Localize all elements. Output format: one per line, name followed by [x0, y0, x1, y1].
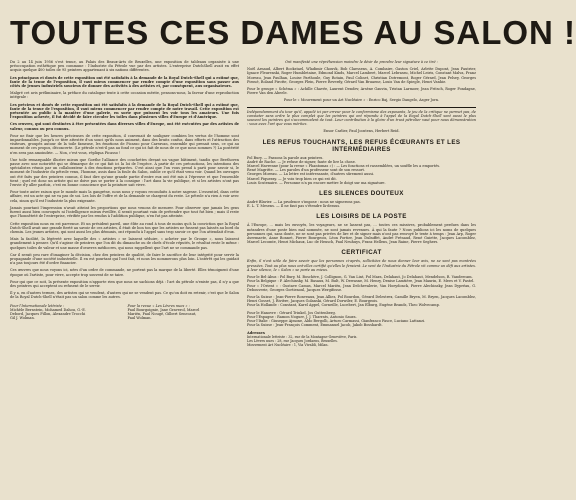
- paragraph: Jamais pourtant l'impression n'avait atteint les proportions que nous venons de mesurer. Pour observer que jamais les gens furent aussi bien convoqués ni l'intelligence mieux éveillée, il serait pourtant vain de prétendre que tout fut bien ; mais il reste que l'honnêteté de l'entreprise, vérifiée par les rendus à l'addition publique, n'en fut pas atteinte.: [10, 205, 239, 219]
- paragraph: Malgré cet avis préliminaire, la préface du catalogue tente à cette occasion mérite, pensons-nous, la faveur d'une reproduction intégrale :: [10, 91, 239, 100]
- quoted-preface: Les précieux et doués de cette exposition ont été satisfaits à la demande de la Royal Dutch-Shell qui a estimé que, faute de la tenue de l'exposition, il vaut mieux commencer par rendre compte de notre travail. Cette exposition est présentée au public à la manière d'une galerie, en sorte que puissent les voir tous les amateurs. Une fois l'exposition achevée, il fut décidé de faire circuler les toiles dans plusieurs villes d'Europe et d'Amérique.: [10, 102, 239, 120]
- section-heading-certificat: CERTIFICAT: [341, 249, 382, 257]
- section-heading-refus: LES REFUS TOUCHANTS, LES REFUS ÉCŒURANTS ET LES INTERMÉDIAIRES: [262, 138, 461, 153]
- paragraph: Ces œuvres que nous voyons ici, nées d'un ordre de commande, ne portent pas la marque de la liberté. Elles témoignent d'une époque où l'artiste, pour vivre, accepte trop souvent de se taire.: [10, 268, 239, 277]
- paragraph: Une toile remarquable illustre mieux que Goethe l'alliance des couchettes devant un vague bâtiment, tandis que Beethoven passe avec une notoriété qui se démarque de ce qui fait ici la loi de l'espèce. À partir de ces précautions, les intentions des spécialistes réunis par un collaborateur à des émotions préparées. C'est ainsi que l'on vous prend à parti pour savoir si, le moment de l'industrie du pétrole venu, l'homme, assis dans la foule du Salon, oublie ce qu'il était venu voir. Quand les ouvrages ont été faits par des peintres connus, il faut dire qu'une grande partie d'entre eux ont été mis à l'épreuve et que l'ensemble tient ; quel est donc un artiste qui ne doive pas se porter à la consigne : l'art dans la vie publique, et si les artistes n'ont pas l'envie d'y aller parfois, c'est en bonne conscience que la peinture sait vivre.: [10, 157, 239, 188]
- certificat-list: Pour le Bel-Abus : Pol Bury, M. Boschère, J. Collignon, G. Van Lint, Pol Mara, Delahaut, Jo Delahaut, Mendelson, R. Vandercam. Pour la Belgique : P. Alechinsky, M. Basaux, M. Bult, W. Dewasne, M. Henry, Denise Lamtière, Jean Maurin, E. Mees et V. Pastel. Pour « l'Orient » : Gustave Camus, Marcel Mariën, Jean Delchevalerie, Van Hoeydonck, Pierre Alechinsky, Jean Dypréau, G. Debouverie, Georges Gortienoul, Jacques Wergifosse.: [247, 275, 476, 292]
- page-title: TOUTES CES DAMES AU SALON !: [10, 14, 576, 51]
- poste-paragraph: À l'Europe, ... mais les envoyés, les voyageurs, ne se lassent pas, ... toutes ces missives, probablement perdues dans les méandres d'une poste bien mal nommée, ne sont jamais revenues. À qui la faute ? Nous publions ici les noms de quelques personnes qui, sans doute, ne se sont pas privées de lire et de signer mais n'ont pas renvoyé le texte à temps : Jean Arp, Roger Avermaete, Anne Bonnet, Pierre Bourgeois, Léon Fortier, Jean Dubuffet, André Frénaud, René Guiette, Jacques Lacomblez, Marcel Lecomte, Henri Michaux, Luc de Heusch, Paul Neuhuys, Franz Hellens, Jean Raine, Pierre Seghers.: [247, 223, 476, 245]
- signatory-line: Paul Wolman.: [127, 316, 152, 321]
- signature-group-lettriste: Pour l'Internationale lettriste :: [10, 303, 65, 308]
- certificat-paragraph: Enfin, il n'est utile de faire savoir que les personnes ci-après, sollicitées de nous donner leur avis, ne se sont pas montrées pressées. Tout au plus nous ont-elles certifié qu'elles le feraient. Le vent de l'Industrie du Pétrole vit comme un défi aux artistes. À leur silence, le « Salon » se porte au mieux.: [247, 259, 476, 272]
- signatory-line: Michèle Bernstein, Mohamed Dahou, G.-E.: [10, 307, 86, 312]
- addresses-block: [247, 331, 476, 347]
- right-column: [247, 60, 476, 347]
- paragraph: Pour ne finir que les heures précieuses de cette exposition, il convenait de souligner combien les vertus de l'homme sont impardonnables. Jusqu'à ce titre attestée d'un souci qu'ils nous animent, dans des bruits confus, dans efforts et l'attraction des visiteurs, groupés autour de la toile fameuse, les émotions de Picasso pour Carravan, ensemble qui prenait sens, ce qui au moment de ces propos, déconcerte. (Le pétrole n'est-il pas au fond ce qui ici fait de nous de ce que nous sommes ?) La postérité n'en sera pas amoindrie. — Non, c'est vous, répliqua Picasso !: [10, 133, 239, 155]
- signatory-line: Paul Bourgoignie, Jane Graverol, Marcel: [127, 307, 200, 312]
- certificat-list: Pour la Suisse : Jean-Pierre Ronveaux, Jean Alliez, Pol Bourdon, Gérard Delestrex, Camille Bryen, M. Bryen, Jacques Lacomblez, Henri Gosset, J. Rivière, Jacques Golanski, Gérard Dorwiler, E. Bourgeois. Pour la Hollande : Constant, Karel Appel, Corneille, Lucebert, Jan Elburg, Eugène Brands, Theo Wolvecamp.: [247, 294, 476, 308]
- two-column-body: [10, 60, 478, 347]
- left-column: [10, 60, 239, 347]
- paragraph: Indépendamment du tour qu'il, appelé ici par erreur pour le conformisme des exposants, le jeu de la critique ne permet pas, de constater sans ordre le plus complet que les peintres qui ont répondu à l'appel de la Royal Dutch-Shell sont aussi le plus souvent les peintres qui s'accommodent de tout. Leur contribution à la gloire d'un trust pétrolier vaut pour nous démonstration : vous avez l'art que vous méritez.: [247, 109, 476, 127]
- signature-group-levres-nues: Pour la revue « Les Lèvres nues » :: [127, 303, 190, 308]
- refus-list: Pol Bury. — Passons la parole aux peintres. André de Rache. — Je refuse de signer, faute de lire la chose. Marcel Havrenne (pour la revue « Phantomas ») : — Les fonctions et rassemblées, un souffle les a emportés. René Magritte. — Les paroles d'un professeur sont de son ressort. Georges Moreau. — La lettre est intéressante, d'autres sûrement aussi. Marcel Piqueray. — Je vois trop bien ce qui est dit. Louis Scutenaire. — Personne n'a pu encore mettre le doigt sur ma signature.: [247, 155, 441, 185]
- paragraph: Pour qui que ce soit, la présente exposition n'apporte rien que nous ne sachions déjà : l'art du pétrole n'existe pas, il n'y a que des peintres qui acceptent ou refusent de le servir.: [10, 279, 239, 288]
- notice-group: Pour le groupe « Schéma » : Achille Chavée, Laurent Dendev, Arsène Gauvin, Tristan Larmoer, Jean Fritsch, Roger Fondagne, Pierre Van den Abeele.: [247, 87, 476, 96]
- intro-paragraph: Du 2 au 14 juin 1956 s'est tenue, au Palais des Beaux-Arts de Bruxelles, une exposition de tableaux organisée à une préoccupation esthétique peu commune : l'Industrie du Pétrole vue par des artistes. L'entreprise DutchShell avait en effet acquis quelque 400 toiles de 95 peintres appartenant à six nations différentes.: [10, 60, 239, 73]
- signature-line: Ensor Carlier, Paul Joostens, Herbert Reid.: [323, 129, 400, 134]
- paragraph: Pour toute autre raison que le monde mais la gangrène, nous nous y voyons reconduits à notre sagesse. L'essentiel, dans cette affaire, est un acte qui ne va pas de soi. Les lois de l'offre et de la demande se chargent du reste. Le pétrole n'a rien à voir avec cela, sinon qu'il est l'industrie la plus exigeante.: [10, 190, 239, 203]
- certificat-list: Pour le Hanovre : Gérard Trinkel, Jos Guttenberg. Pour l'Espagne : Ramon Noguer, J. J. Tharrats, Antonio Saura. Pour l'Italie : Giuseppe Ajmone, Aldo Bergolli, Arturo Carmassi, Gianfranco Fasce, Luciano Lattanzi. Pour la Suisse : Jean-François Comment, Emmanuel Jacob, Jakob Bosshardt.: [247, 310, 426, 328]
- signatory-line: Debord, Jacques Fillon, Alexandre Trocchi: [10, 311, 86, 316]
- signatories: [10, 304, 239, 321]
- quoted-preface: Ces œuvres, qui sont destinées à être présentées dans diverses villes d'Europe, ont été exécutées par des artistes de valeur, connus ou peu connus.: [10, 122, 239, 131]
- notice-group: Pour le « Mouvement pour un Art Nucléaire » : Enrico Baj, Sergio Dangelo, Asger Jorn.: [283, 98, 440, 103]
- divider: [247, 107, 476, 108]
- notice-names: Noël Arnaud, Albert Bockstael, Wladimir Chouvk, Bob Claessens, A. Combaire, Gaston Criel, Arlette Dupont, Jean Fautrier, Ignace Fleurenski, Roger Humbletaine, Edmond Kinds, Marcel Lambeet, Marcel Lebrassu, Michel Leiris, Constant Malva, Franz Moreau, Jean Paulhan, Louise Parthoule, Guy Rotain, Paul Colinet, Christian Dotremont, Roger Gérard, Jean Pelsey, Georges Piroué, Roland Pirotte, Georges Plein, Pierre Reverdy, Gérard Van Bruaene, Louis Van de Spiegle, Henri Vanhie.: [247, 67, 476, 84]
- paragraph: Mais la facilité, la légèreté avec laquelle des « artistes » se laissent séduire, « acheter par le Groupe », nous laissent grandement à penser. Qu'il s'agisse de peintres que l'on dit du dimanche ou de chefs d'école réputés, le résultat reste le même : quelques toiles de valeur et une masse d'œuvres médiocres, qui nous rappellent que l'art ne se commande pas.: [10, 237, 239, 250]
- paragraph: Car il serait peu rare d'imaginer la décision, chez des peintres de qualité, de faire le sacrifice de leur intégrité pour servir la propagande d'une société industrielle. Il en est pourtant qui l'ont fait, et nous les nommerons plus loin. L'intérêt qui les guidait n'a pas toujours été d'ordre financier.: [10, 252, 239, 266]
- addresses-title: Adresses: [247, 331, 265, 336]
- paragraph: Cette exposition nous en est parvenue. Et un président pareil, une élite au rond à tous de moins qu'à la conviction que la Royal Dutch-Shell avait une grande fierté au savoir de ces artistes, il était de bon ton que les artistes ne fussent pas laissés au bord du chemin. Les jeunes artistes, qui sont aussi les plus démunis, ont répondu à l'appel sans trop savoir ce que l'on attendait d'eux.: [10, 221, 239, 234]
- section-heading-silences: LES SILENCES DOUTEUX: [319, 190, 404, 198]
- paragraph: Il y a, en d'autres termes, des artistes qui se vendent, d'autres qui ne se vendent pas. Ce qu'on doit en retenir, c'est que le Salon de la Royal Dutch-Shell n'était pas un salon comme les autres.: [10, 291, 239, 300]
- addresses-lines: Internationale lettriste : 32, rue de la Montagne-Geneviève, Paris. Les Lèvres nues : 28, rue Jacques Jordaens, Bruxelles. Mouvement Art Nucléaire : 1, Via Vivaldi, Milan.: [247, 335, 358, 348]
- silences-list: André Blavier. — La prudence s'impose : nous ne signerons pas. E. L. T. Mesens. — Il ne faut pas s'étendre là-dessus.: [247, 200, 361, 209]
- section-heading-poste: LES LOISIRS DE LA POSTE: [316, 213, 407, 221]
- paragraph: Les principaux et doués de cette exposition ont été satisfaits à la demande de la Royal Dutch-Shell qui a estimé que, faute de la tenue de l'exposition, il vaut mieux commencer par rendre compte d'une exposition sans passer aux côtés de jeunes industriels soucieux de donner des activités à des artistes et, par conséquent, aux organisateurs.: [10, 75, 239, 89]
- notice-heading: Ont manifesté une répréhension moindre le désir de prendre leur signature à ce tiré :: [285, 60, 438, 64]
- signatory-line: Mariën, Paul Nougé, Gilbert Senecaut,: [127, 311, 197, 316]
- signatory-line: Gil J. Wolman.: [10, 316, 35, 321]
